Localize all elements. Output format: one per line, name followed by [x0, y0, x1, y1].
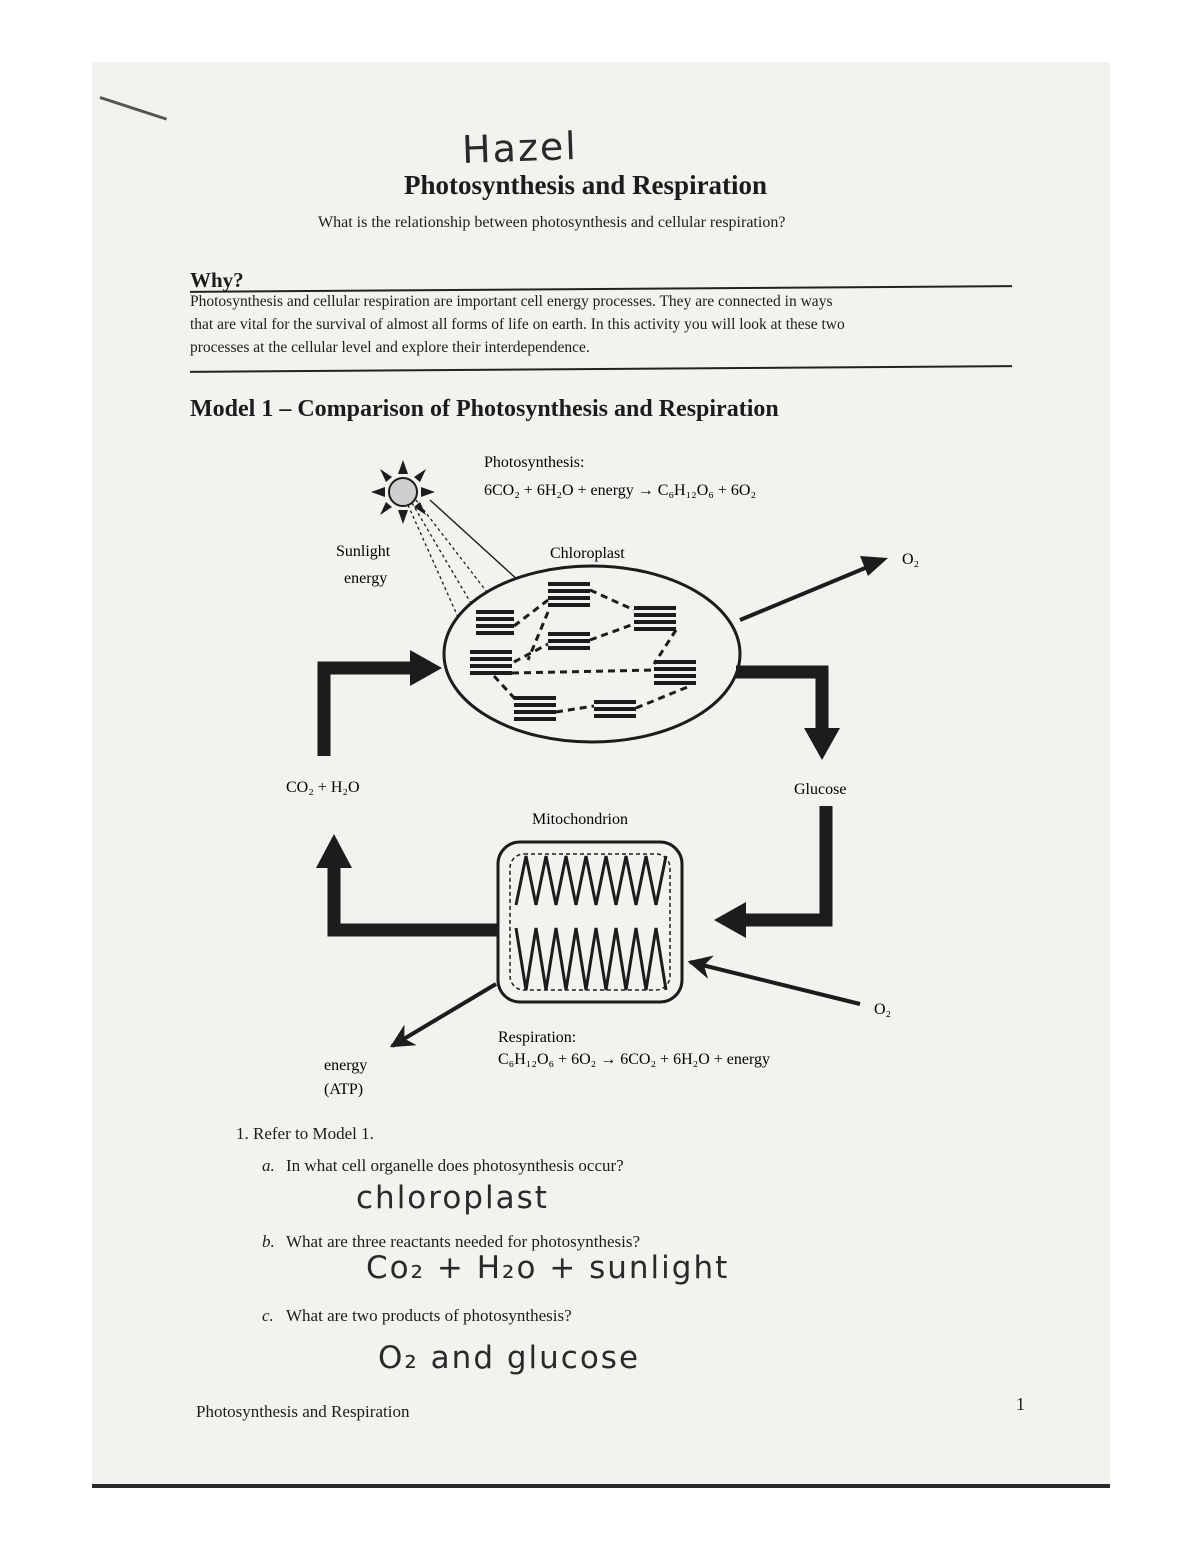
energy-out-arrow — [392, 984, 496, 1046]
question-1: 1. Refer to Model 1. — [236, 1124, 374, 1143]
chloroplast-pointer — [430, 500, 520, 582]
question-text: What are two products of photosynthesis? — [286, 1306, 572, 1325]
answer-a: chloroplast — [356, 1180, 549, 1216]
respiration-equation: C₆H₁₂O₆ + 6O₂ → 6CO₂ + 6H₂O + energy — [498, 1051, 771, 1068]
co2-to-chloroplast-arrow — [324, 650, 442, 756]
page-title: Photosynthesis and Respiration — [404, 170, 768, 200]
o2-release-arrow — [740, 556, 888, 620]
model-heading: Model 1 – Comparison of Photosynthesis and Respiration — [190, 396, 779, 422]
question-letter: a. — [262, 1156, 275, 1175]
student-name: Hazel — [461, 123, 579, 173]
energy-label: (ATP) — [324, 1081, 364, 1098]
why-heading: Why? — [190, 268, 244, 292]
question-letter: b. — [262, 1232, 275, 1251]
why-line: Photosynthesis and cellular respiration are important cell energy processes. They are connected in ways — [190, 293, 833, 310]
chloroplast-label: Chloroplast — [550, 545, 625, 562]
co2-h2o-label: CO₂ + H₂O — [286, 779, 360, 796]
page-number: 1 — [1016, 1394, 1025, 1414]
question-text: What are three reactants needed for photosynthesis? — [286, 1232, 641, 1251]
question-a — [262, 1156, 624, 1176]
photosynthesis-equation: 6CO₂ + 6H₂O + energy → C₆H₁₂O₆ + 6O₂ — [484, 482, 757, 499]
question-b — [262, 1232, 640, 1252]
o2-bottom-label: O₂ — [874, 1001, 892, 1018]
mitochondrion-icon — [498, 842, 682, 1002]
energy-label: energy — [324, 1057, 368, 1074]
question-letter: c. — [262, 1306, 274, 1325]
page-subtitle: What is the relationship between photosynthesis and cellular respiration? — [318, 214, 786, 231]
chloroplast-icon — [444, 566, 740, 742]
answer-b: Co₂ + H₂o + sunlight — [366, 1250, 730, 1286]
why-line: processes at the cellular level and explore their interdependence. — [190, 339, 590, 356]
respiration-label: Respiration: — [498, 1029, 577, 1046]
sunlight-label: energy — [344, 570, 388, 587]
mitochondrion-to-co2-arrow — [316, 834, 500, 930]
glucose-to-mitochondrion-arrow — [714, 806, 826, 938]
footer-title: Photosynthesis and Respiration — [196, 1402, 410, 1421]
sun-icon — [371, 460, 435, 524]
question-text: In what cell organelle does photosynthesis occur? — [286, 1156, 624, 1175]
question-c — [262, 1306, 572, 1326]
o2-intake-arrow — [690, 962, 860, 1004]
chloroplast-to-glucose-arrow — [736, 672, 840, 760]
answer-c: O₂ and glucose — [378, 1340, 641, 1376]
photosynthesis-label: Photosynthesis: — [484, 454, 585, 471]
sunlight-label: Sunlight — [336, 543, 391, 560]
o2-top-label: O₂ — [902, 551, 920, 568]
glucose-label: Glucose — [794, 781, 847, 798]
mitochondrion-label: Mitochondrion — [532, 811, 628, 828]
why-line: that are vital for the survival of almost all forms of life on earth. In this activity you will look at these two — [190, 316, 845, 333]
